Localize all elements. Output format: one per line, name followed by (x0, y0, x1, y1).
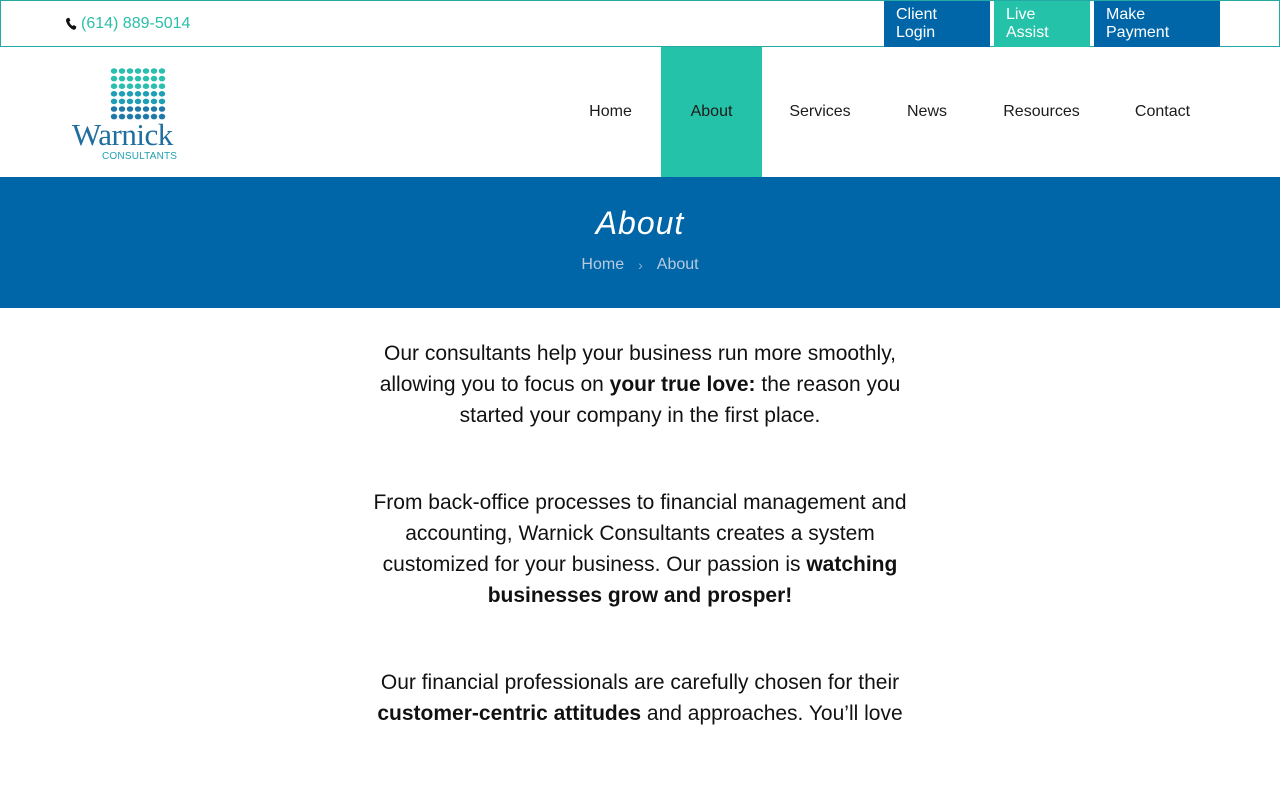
site-header (0, 47, 1280, 177)
logo-name: Warnick (72, 117, 173, 152)
phone-icon (65, 17, 77, 31)
phone-link[interactable] (65, 14, 190, 34)
main-nav (560, 47, 1218, 177)
top-bar (0, 0, 1280, 47)
nav-item-news[interactable]: News (906, 103, 947, 120)
phone-number[interactable]: (614) 889-5014 (81, 15, 191, 32)
nav-item-home[interactable]: Home (589, 103, 632, 120)
top-buttons (884, 1, 1220, 47)
page-banner (0, 177, 1280, 308)
chevron-right-icon: › (638, 257, 643, 273)
nav-item-about[interactable]: About (661, 47, 762, 177)
logo[interactable] (72, 67, 204, 163)
nav-item-resources[interactable]: Resources (1003, 103, 1080, 120)
breadcrumb-current: About (656, 256, 699, 273)
main-content (360, 338, 920, 785)
intro-paragraph: Our consultants help your business run more smoothly, allowing you to focus on your true love: the reason you started your company in the first place. (379, 342, 901, 427)
client-login-button[interactable]: Client Login (884, 1, 990, 47)
live-assist-button[interactable]: Live Assist (994, 1, 1090, 47)
breadcrumb-home[interactable]: Home (581, 256, 625, 273)
professionals-paragraph: Our financial professionals are carefully chosen for their customer-centric attitudes and approaches. You’ll love (377, 671, 903, 725)
logo-subtitle: CONSULTANTS (102, 151, 178, 162)
nav-item-services[interactable]: Services (789, 103, 851, 120)
nav-item-contact[interactable]: Contact (1134, 103, 1191, 120)
make-payment-button[interactable]: Make Payment (1094, 1, 1220, 47)
services-paragraph: From back-office processes to financial management and accounting, Warnick Consultants creates a system customized for your business. Our passion is watching businesses grow and prosper! (373, 491, 907, 607)
breadcrumb (0, 256, 1280, 274)
logo-dots-icon (110, 67, 166, 123)
page-title: About (595, 205, 685, 241)
